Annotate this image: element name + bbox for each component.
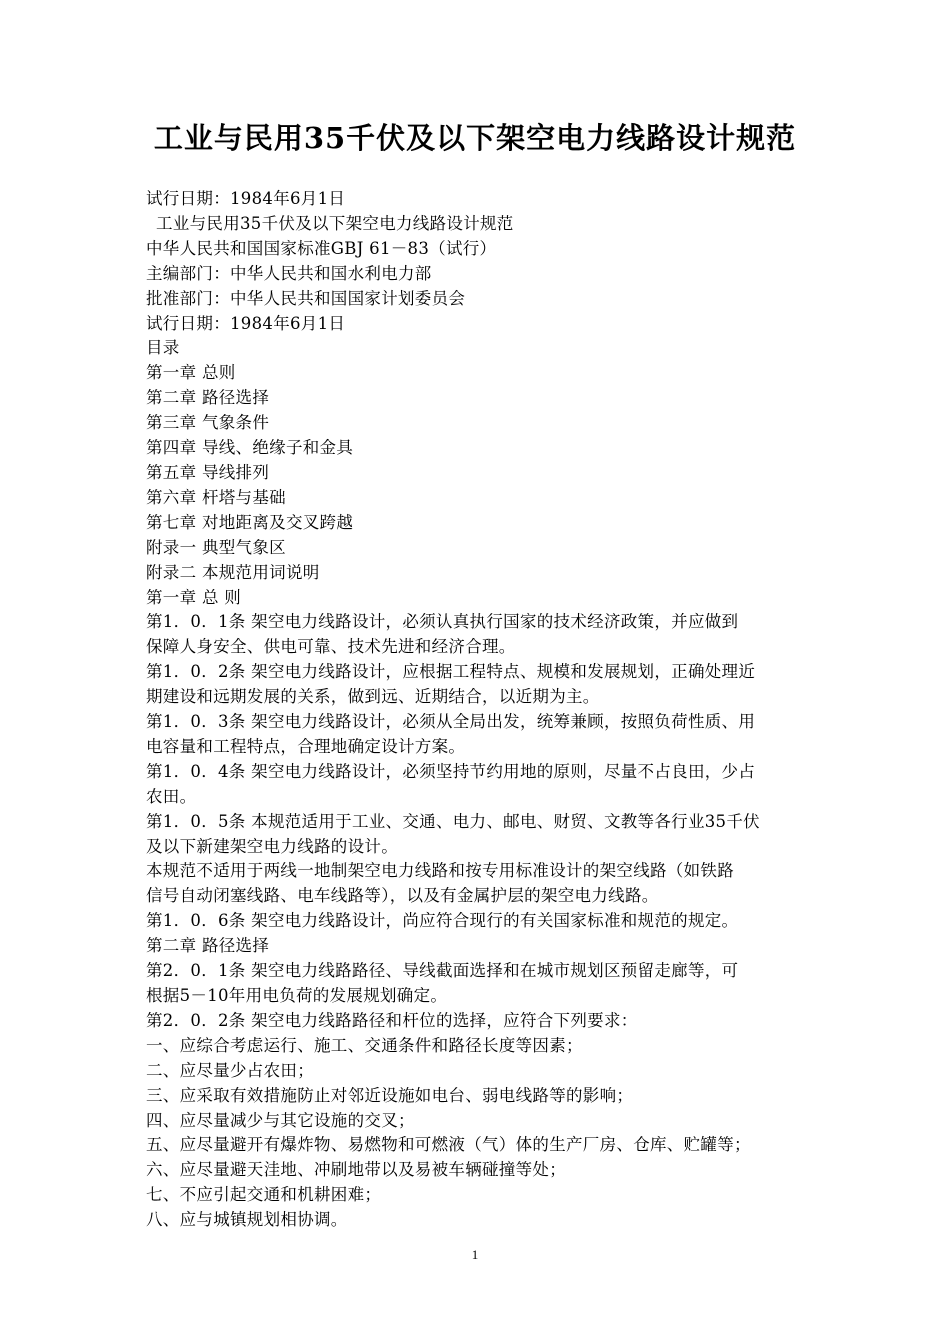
page-title: 工业与民用35千伏及以下架空电力线路设计规范	[153, 121, 797, 155]
approval-department-line: 批准部门：中华人民共和国国家计划委员会	[146, 288, 466, 308]
paragraph-line: 第1．0．2条 架空电力线路设计，应根据工程特点、规模和发展规划，正确处理近	[146, 662, 756, 682]
chapter-heading: 第二章 路径选择	[146, 936, 270, 956]
paragraph-line: 第1．0．3条 架空电力线路设计，必须从全局出发，统筹兼顾，按照负荷性质、用	[146, 712, 756, 732]
editor-department-line: 主编部门：中华人民共和国水利电力部	[146, 263, 432, 283]
trial-date-line-2: 试行日期：1984年6月1日	[146, 313, 346, 333]
paragraph-line: 电容量和工程特点，合理地确定设计方案。	[146, 736, 466, 756]
toc-item: 第六章 杆塔与基础	[146, 487, 286, 507]
paragraph-line: 本规范不适用于两线一地制架空电力线路和按专用标准设计的架空线路（如铁路	[146, 861, 734, 881]
list-item: 三、应采取有效措施防止对邻近设施如电台、弱电线路等的影响；	[146, 1085, 634, 1105]
paragraph-line: 根据5－10年用电负荷的发展规划确定。	[146, 986, 448, 1005]
paragraph-line: 及以下新建架空电力线路的设计。	[146, 836, 398, 856]
toc-item: 第四章 导线、绝缘子和金具	[146, 438, 354, 458]
list-item: 二、应尽量少占农田；	[146, 1060, 314, 1080]
paragraph-line: 信号自动闭塞线路、电车线路等），以及有金属护层的架空电力线路。	[146, 886, 659, 906]
toc-item: 附录二 本规范用词说明	[146, 562, 320, 582]
standard-number-line: 中华人民共和国国家标准GBJ 61－83（试行）	[146, 238, 497, 258]
list-item: 五、应尽量避开有爆炸物、易燃物和可燃液（气）体的生产厂房、仓库、贮罐等；	[146, 1135, 751, 1155]
subtitle-line: 工业与民用35千伏及以下架空电力线路设计规范	[156, 213, 514, 233]
toc-item: 第五章 导线排列	[146, 462, 270, 482]
paragraph-line: 保障人身安全、供电可靠、技术先进和经济合理。	[146, 637, 516, 657]
paragraph-line: 第2．0．2条 架空电力线路路径和杆位的选择，应符合下列要求：	[146, 1010, 638, 1030]
list-item: 七、不应引起交通和机耕困难；	[146, 1185, 382, 1205]
list-item: 八、应与城镇规划相协调。	[146, 1210, 348, 1230]
list-item: 六、应尽量避天洼地、冲刷地带以及易被车辆碰撞等处；	[146, 1160, 566, 1180]
paragraph-line: 期建设和远期发展的关系，做到远、近期结合，以近期为主。	[146, 687, 600, 707]
list-item: 四、应尽量减少与其它设施的交叉；	[146, 1110, 415, 1130]
toc-item: 第二章 路径选择	[146, 388, 270, 408]
paragraph-line: 第1．0．6条 架空电力线路设计，尚应符合现行的有关国家标准和规范的规定。	[146, 911, 739, 931]
toc-item: 第三章 气象条件	[146, 413, 270, 433]
document-body	[146, 187, 811, 1233]
toc-item: 第一章 总则	[146, 363, 236, 383]
paragraph-line: 第1．0．1条 架空电力线路设计，必须认真执行国家的技术经济政策，并应做到	[146, 612, 739, 632]
toc-item: 附录一 典型气象区	[146, 537, 286, 557]
toc-heading: 目录	[146, 338, 180, 358]
trial-date-line: 试行日期：1984年6月1日	[146, 189, 346, 208]
paragraph-line: 第2．0．1条 架空电力线路路径、导线截面选择和在城市规划区预留走廊等，可	[146, 961, 739, 981]
paragraph-line: 农田。	[146, 786, 197, 806]
page-number: 1	[471, 1247, 479, 1262]
chapter-heading: 第一章 总 则	[146, 587, 242, 607]
paragraph-line: 第1．0．4条 架空电力线路设计，必须坚持节约用地的原则，尽量不占良田，少占	[146, 761, 756, 781]
paragraph-line: 第1．0．5条 本规范适用于工业、交通、电力、邮电、财贸、文教等各行业35千伏	[146, 811, 760, 831]
toc-item: 第七章 对地距离及交叉跨越	[146, 512, 354, 532]
list-item: 一、应综合考虑运行、施工、交通条件和路径长度等因素；	[146, 1035, 583, 1055]
